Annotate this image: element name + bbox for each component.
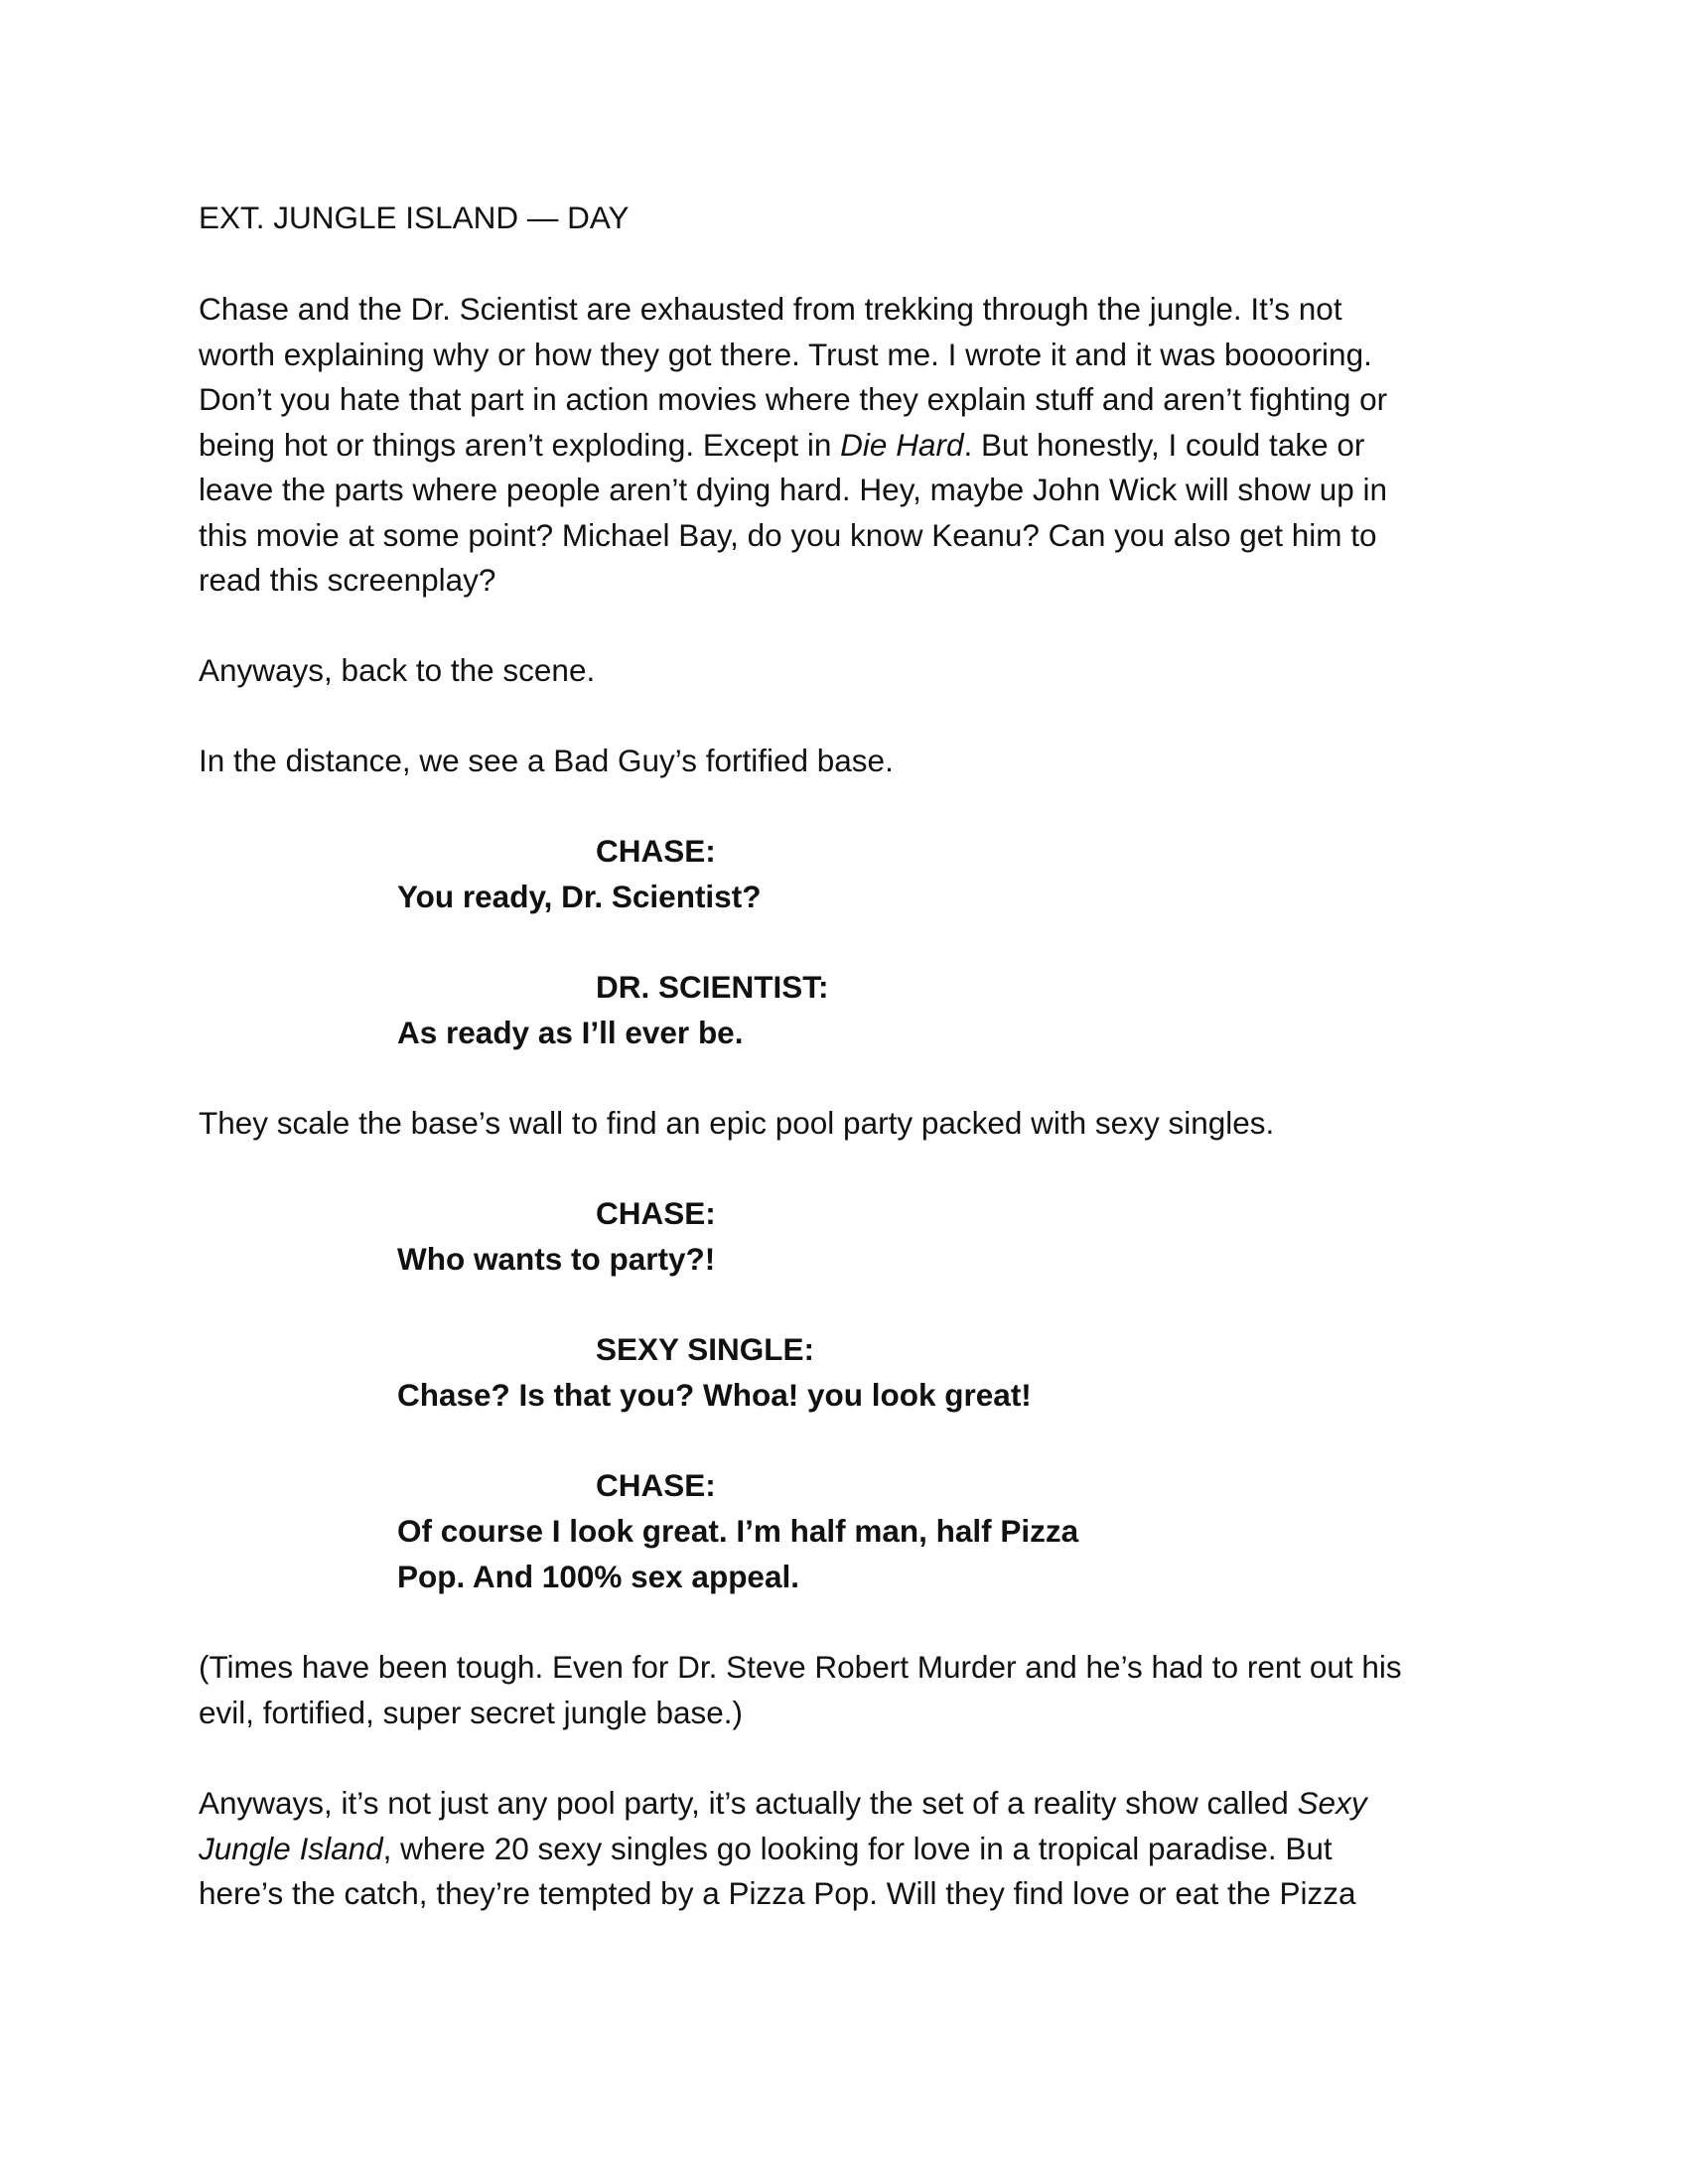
show-title: Jungle Island [199, 1830, 383, 1866]
text-line: leave the parts where people aren’t dying hard. Hey, maybe John Wick will show up in [199, 472, 1388, 507]
text-segment: . But honestly, I could take or [963, 426, 1365, 463]
text-line [199, 1781, 1499, 1827]
text-line [199, 1827, 1499, 1872]
character-name: DR. SCIENTIST: [596, 969, 829, 1005]
character-name: SEXY SINGLE: [596, 1331, 814, 1367]
action-paragraph-4: They scale the base’s wall to find an epic pool party packed with sexy singles. [199, 1105, 1275, 1141]
dialogue-line: You ready, Dr. Scientist? [397, 879, 762, 914]
scene-heading: EXT. JUNGLE ISLAND — DAY [199, 200, 630, 235]
text-line: (Times have been tough. Even for Dr. Steve Robert Murder and he’s had to rent out his [199, 1649, 1402, 1685]
action-paragraph-2: Anyways, back to the scene. [199, 652, 596, 688]
action-paragraph-3: In the distance, we see a Bad Guy’s fortified base. [199, 743, 894, 778]
dialogue-line: Chase? Is that you? Whoa! you look great! [397, 1377, 1032, 1413]
text-line: read this screenplay? [199, 562, 496, 598]
dialogue-line: As ready as I’ll ever be. [397, 1015, 744, 1050]
character-name: CHASE: [596, 1195, 716, 1231]
text-line: here’s the catch, they’re tempted by a Pizza Pop. Will they find love or eat the Pizza [199, 1875, 1356, 1911]
text-line [199, 423, 1499, 469]
action-paragraph-5 [199, 1645, 1499, 1735]
dialogue-line: Who wants to party?! [397, 1241, 716, 1277]
text-line: evil, fortified, super secret jungle base.) [199, 1694, 744, 1730]
show-title: Sexy [1297, 1785, 1367, 1821]
character-name: CHASE: [596, 1467, 716, 1503]
text-line: Chase and the Dr. Scientist are exhausted from trekking through the jungle. It’s not [199, 291, 1342, 327]
text-line: Don’t you hate that part in action movies where they explain stuff and aren’t fighting or [199, 381, 1388, 417]
text-segment: being hot or things aren’t exploding. Except in [199, 426, 841, 463]
action-paragraph-1 [199, 287, 1499, 604]
text-segment: , where 20 sexy singles go looking for love in a tropical paradise. But [382, 1830, 1333, 1866]
dialogue-block [397, 1509, 1291, 1599]
dialogue-line: Of course I look great. I’m half man, half Pizza [397, 1513, 1079, 1549]
text-segment: Anyways, it’s not just any pool party, it’s actually the set of a reality show called [199, 1785, 1298, 1821]
action-paragraph-6 [199, 1781, 1499, 1917]
text-line: worth explaining why or how they got there. Trust me. I wrote it and it was booooring. [199, 336, 1372, 372]
movie-title: Die Hard [840, 426, 964, 463]
character-name: CHASE: [596, 833, 716, 869]
text-line: this movie at some point? Michael Bay, do you know Keanu? Can you also get him to [199, 516, 1377, 553]
dialogue-line: Pop. And 100% sex appeal. [397, 1558, 799, 1594]
